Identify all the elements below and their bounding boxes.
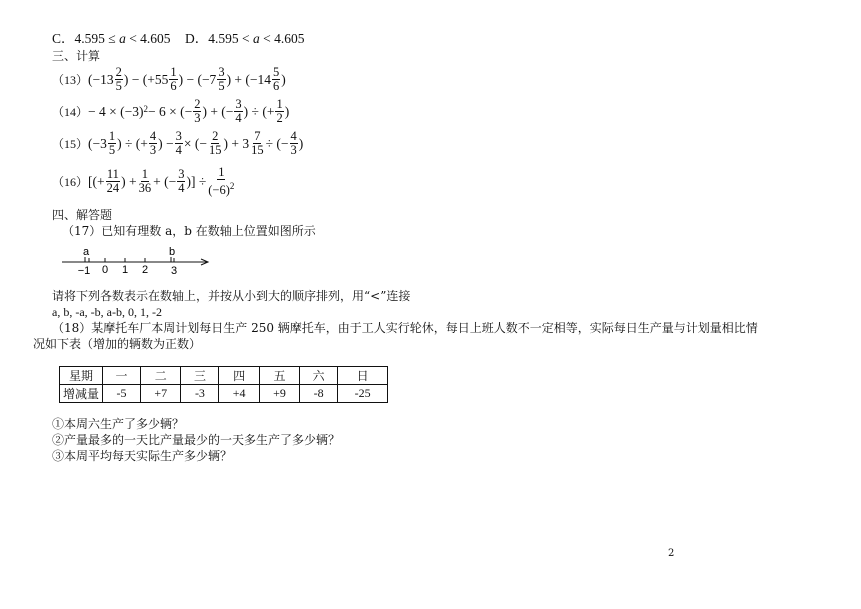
p15-fraction-6 [290,130,298,157]
p15-fraction-4 [208,130,223,157]
option-d-right: < 4.605 [259,31,305,46]
p15-frac-1-num: 1 [108,129,116,143]
p14-fraction-1 [193,98,201,125]
q18-line-2: 况如下表（增加的辆数为正数） [33,337,202,351]
option-c-var: a [119,31,126,46]
p16-fraction-3 [177,168,185,195]
problem-15 [52,130,303,157]
p13-frac-4-den: 6 [273,79,280,93]
table-cell: +7 [141,385,181,403]
option-c-right: < 4.605 [125,31,171,46]
p15-frac-2-num: 4 [149,129,157,143]
axis-tick-label-2: 2 [141,264,149,276]
p15-fraction-3 [175,130,183,157]
p15-term-5: ) + 3 [223,135,250,151]
axis-tick-label-minus-1: −1 [77,265,91,277]
option-d-var: a [253,31,260,46]
p14-term-2: − 6 × (− [147,103,193,119]
p16-fraction-1 [106,168,121,195]
table-cell: +4 [219,385,259,403]
p16-frac-4-den-base: (−6) [208,183,230,198]
p13-frac-1-num: 2 [115,65,122,79]
p15-frac-2-den: 3 [149,143,157,157]
p16-frac-2-den: 36 [138,181,152,196]
p16-frac-1-den: 24 [106,181,120,196]
option-d [185,31,305,47]
p16-frac-4-num: 1 [218,165,225,179]
problem-16 [52,166,236,197]
p16-term-4: )] ÷ [186,173,207,189]
p13-term-1: (−13 [88,71,114,87]
q17-number-list: a, b, -a, -b, a-b, 0, 1, -2 [52,305,162,319]
p16-frac-1-num: 11 [106,167,119,182]
p14-exponent: 2 [143,104,148,114]
p16-fraction-2 [138,168,153,195]
p13-frac-3-num: 3 [218,65,225,79]
p15-term-3: ) − [158,135,174,151]
p14-frac-1-den: 3 [194,111,201,125]
table-header-cell: 四 [219,367,259,385]
p16-frac-4-den-exponent: 2 [229,181,235,191]
p14-frac-3-num: 1 [276,97,283,111]
number-axis [60,245,220,277]
p15-frac-4-den: 15 [208,143,222,157]
p14-fraction-2 [234,98,242,125]
table-header-cell: 一 [103,367,141,385]
table-header-cell: 三 [181,367,219,385]
table-header-cell: 五 [259,367,299,385]
p15-frac-5-num: 7 [254,129,261,143]
p13-fraction-3 [217,66,225,93]
option-d-label: D． [185,31,209,46]
p16-frac-3-den: 4 [178,181,185,196]
p15-term-1: (−3 [88,135,107,151]
table-cell: 增减量 [60,385,103,403]
table-cell: -25 [338,385,388,403]
axis-label-a: a [82,246,90,258]
p15-term-4: × (− [183,135,207,151]
p16-fraction-4 [207,166,235,197]
table-header-cell: 二 [141,367,181,385]
p15-fraction-2 [149,130,157,157]
p13-fraction-4 [272,66,280,93]
p15-frac-5-den: 15 [251,143,264,157]
q18-line-1: （18）某摩托车厂本周计划每日生产 250 辆摩托车，由于工人实行轮休，每日上班人数不一定相等，实际每日生产量与计划量相比情 [52,321,758,335]
table-header-cell: 日 [338,367,388,385]
problem-14 [52,98,289,125]
axis-tick-label-1: 1 [121,264,129,276]
problem-14-label: （14） [52,105,89,119]
problem-15-label: （15） [52,137,89,151]
axis-tick-label-0: 0 [101,264,109,276]
section-3-title: 三、计算 [52,49,101,63]
problem-16-label: （16） [52,175,89,190]
p15-term-2: ) ÷ (+ [117,135,148,151]
q18-subquestion-1: ①本周六生产了多少辆？ [52,417,185,431]
p14-term-3: ) + (− [202,103,234,119]
p15-frac-3-num: 3 [175,129,182,143]
section-4-title: 四、解答题 [52,208,113,222]
p15-frac-3-den: 4 [175,143,182,157]
p13-term-3: ) − (−7 [178,71,217,87]
p16-term-2: ) + [121,173,137,189]
production-table [59,366,388,403]
p15-frac-6-num: 4 [290,129,297,143]
option-c [52,31,171,47]
p14-fraction-3 [275,98,283,125]
problem-13 [52,66,286,93]
table-header-cell: 六 [300,367,338,385]
problem-13-label: （13） [52,73,89,87]
p13-term-2: ) − (+55 [123,71,169,87]
table-cell: -5 [103,385,141,403]
q17-text: （17）已知有理数 a，b 在数轴上位置如图所示 [62,224,316,238]
p15-frac-4-num: 2 [212,129,219,143]
p15-frac-6-den: 3 [290,143,297,157]
p16-term-3: + (− [153,173,177,189]
p16-frac-2-num: 1 [141,167,148,182]
p13-term-4: ) + (−14 [226,71,272,87]
option-c-left: 4.595 ≤ [74,31,120,46]
table-cell: +9 [259,385,299,403]
p16-frac-3-num: 3 [178,167,185,182]
p13-term-5: ) [281,71,286,87]
p15-frac-1-den: 5 [108,143,116,157]
p13-frac-1-den: 5 [115,79,122,93]
p16-frac-4-den [207,180,235,197]
p13-frac-2-den: 6 [170,79,177,93]
p15-term-7: ) [298,135,304,151]
p13-fraction-1 [115,66,123,93]
p16-term-1: [(+ [88,173,105,189]
q18-subquestion-3: ③本周平均每天实际生产多少辆？ [52,449,233,463]
axis-label-b: b [168,246,176,258]
p13-frac-4-num: 5 [273,65,280,79]
axis-tick-label-3: 3 [170,265,178,277]
p14-term-5: ) [284,103,290,119]
p14-frac-1-num: 2 [194,97,201,111]
p15-term-6: ÷ (− [265,135,289,151]
p14-term-1: − 4 × (−3) [88,103,144,119]
table-header-cell: 星期 [60,367,103,385]
option-c-label: C． [52,31,75,46]
table-header-row [60,367,388,385]
p14-frac-3-den: 2 [276,111,283,125]
table-cell: -3 [181,385,219,403]
page-number: 2 [668,548,675,559]
table-row [60,385,388,403]
p14-frac-2-den: 4 [235,111,242,125]
p13-frac-3-den: 5 [218,79,225,93]
p14-frac-2-num: 3 [235,97,242,111]
p15-fraction-5 [250,130,265,157]
table-cell: -8 [300,385,338,403]
p14-term-4: ) ÷ (+ [243,103,275,119]
q18-subquestion-2: ②产量最多的一天比产量最少的一天多生产了多少辆？ [52,433,341,447]
p13-fraction-2 [169,66,177,93]
q17-instruction: 请将下列各数表示在数轴上，并按从小到大的顺序排列，用“<”连接 [52,289,411,303]
option-d-left: 4.595 < [208,31,253,46]
p13-frac-2-num: 1 [170,65,177,79]
p15-fraction-1 [108,130,116,157]
